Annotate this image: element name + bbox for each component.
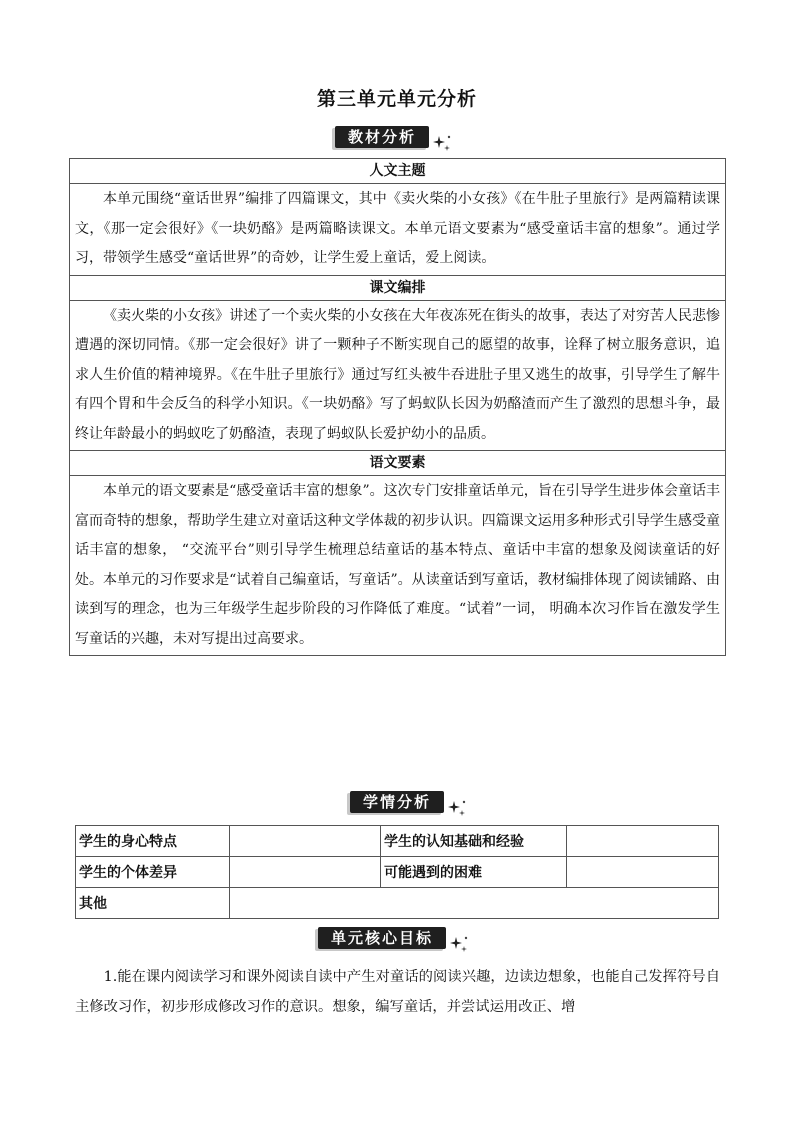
sparkle-icon (448, 933, 470, 955)
section-title-goals: 单元核心目标 (318, 927, 446, 949)
section-title-learner: 学情分析 (350, 791, 444, 813)
sparkle-icon (446, 797, 468, 819)
section-banner-learner (350, 791, 468, 813)
section-banner-goals (318, 927, 470, 949)
value-other (230, 888, 719, 919)
value-difference (230, 857, 381, 888)
elements-heading: 语文要素 (70, 451, 726, 476)
value-physical (230, 826, 381, 857)
label-physical: 学生的身心特点 (76, 826, 230, 857)
learner-analysis-table (75, 825, 719, 919)
lessons-heading: 课文编排 (70, 275, 726, 300)
theme-heading: 人文主题 (70, 159, 726, 184)
label-other: 其他 (76, 888, 230, 919)
goal-item-1: 1.能在课内阅读学习和课外阅读自读中产生对童话的阅读兴趣，边读边想象，也能自己发挥符号自主修改习作，初步形成修改习作的意识。想象，编写童话，并尝试运用改正、增 (75, 969, 720, 1015)
theme-content: 本单元围绕“童话世界”编排了四篇课文，其中《卖火柴的小女孩》《在牛肚子里旅行》是两篇精读课文，《那一定会很好》《一块奶酪》是两篇略读课文。本单元语文要素为“感受童话丰富的想象”。通过学习，带领学生感受“童话世界”的奇妙，让学生爱上童话，爱上阅读。 (70, 184, 726, 276)
label-difference: 学生的个体差异 (76, 857, 230, 888)
lessons-content: 《卖火柴的小女孩》讲述了一个卖火柴的小女孩在大年夜冻死在街头的故事，表达了对穷苦人民悲惨遭遇的深切同情。《那一定会很好》讲了一颗种子不断实现自己的愿望的故事，诠释了树立服务意识，追求人生价值的精神境界。《在牛肚子里旅行》通过写红头被牛吞进肚子里又逃生的故事，引导学生了解牛有四个胃和牛会反刍的科学小知识。《一块奶酪》写了蚂蚁队长因为奶酪渣而产生了激烈的思想斗争，最终让年龄最小的蚂蚁吃了奶酪渣，表现了蚂蚁队长爱护幼小的品质。 (70, 300, 726, 451)
material-analysis-table (69, 158, 726, 656)
value-difficulty (567, 857, 719, 888)
elements-content: 本单元的语文要素是“感受童话丰富的想象”。这次专门安排童话单元，旨在引导学生进步体会童话丰富而奇特的想象，帮助学生建立对童话这种文学体裁的初步认识。四篇课文运用多种形式引导学生感受童话丰富的想象， “交流平台”则引导学生梳理总结童话的基本特点、童话中丰富的想象及阅读童话的好处。本单元的习作要求是“试着自己编童话，写童话”。从读童话到写童话，教材编排体现了阅读铺路、由读到写的理念，也为三年级学生起步阶段的习作降低了难度。“试着”一词， 明确本次习作旨在激发学生写童话的兴趣，未对写提出过高要求。 (70, 476, 726, 656)
page-title: 第三单元单元分析 (316, 88, 477, 110)
section-title-material: 教材分析 (335, 126, 429, 148)
value-cognitive (567, 826, 719, 857)
label-cognitive: 学生的认知基础和经验 (381, 826, 567, 857)
section-banner-material (335, 126, 453, 148)
sparkle-icon (431, 132, 453, 154)
label-difficulty: 可能遇到的困难 (381, 857, 567, 888)
